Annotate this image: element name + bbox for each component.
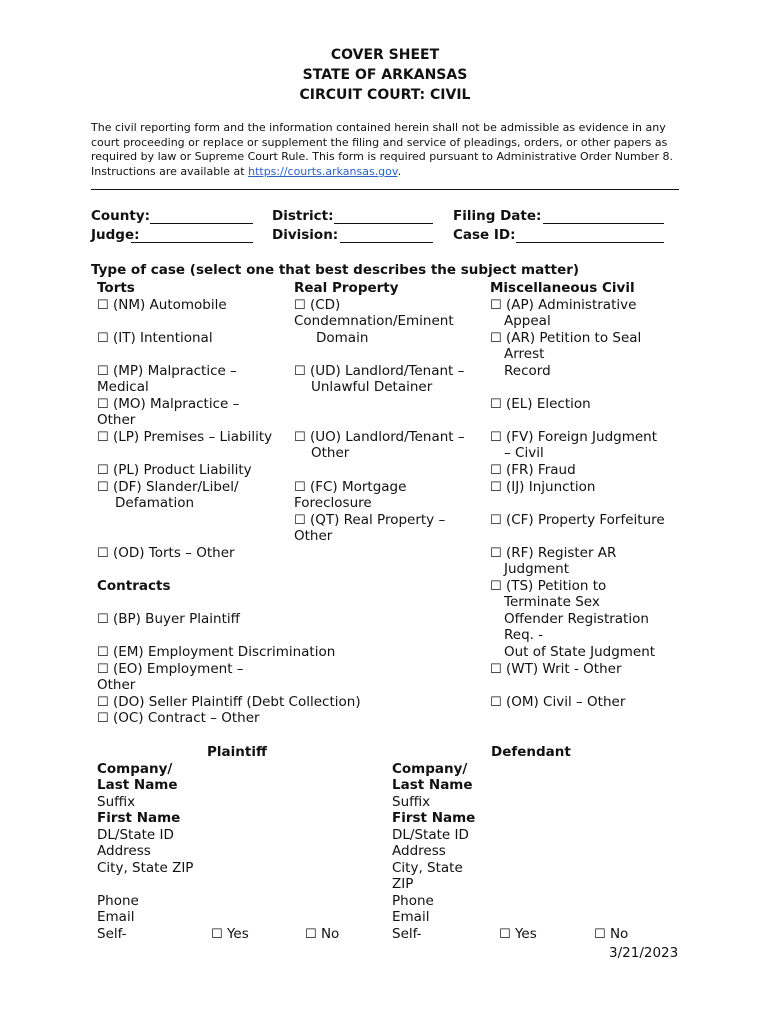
option-label: (FR) Fraud (505, 462, 576, 478)
checkbox-icon[interactable]: ☐ (97, 331, 109, 346)
defendant-company-label: Company/ (392, 761, 468, 777)
checkbox-icon[interactable]: ☐ (97, 695, 109, 710)
checkbox-icon[interactable]: ☐ (97, 397, 109, 412)
option-label: (IJ) Injunction (505, 479, 596, 495)
option-mp-cont: Medical (97, 379, 149, 395)
option-rf-cont: Judgment (504, 561, 569, 577)
option-fv-cont: – Civil (504, 445, 544, 461)
option-label: (TS) Petition to (505, 578, 607, 594)
plaintiff-address-label: Address (97, 843, 151, 859)
option-fr[interactable] (490, 462, 576, 480)
courts-link[interactable]: https://courts.arkansas.gov (248, 165, 398, 179)
checkbox-icon[interactable]: ☐ (490, 513, 502, 528)
option-label: (EL) Election (505, 396, 591, 412)
option-od[interactable] (97, 545, 235, 563)
option-lp[interactable] (97, 429, 272, 447)
option-cd[interactable] (294, 297, 340, 315)
checkbox-icon[interactable]: ☐ (490, 546, 502, 561)
defendant-dl-label: DL/State ID (392, 827, 469, 843)
option-fc-cont: Foreclosure (294, 495, 372, 511)
option-label: (MP) Malpractice – (112, 363, 237, 379)
intro-text: The civil reporting form and the information contained herein shall not be admissible as evidence in any court proceeding or replace or supplement the filing and service of pleadings, orders, or other papers as required by law or Supreme Court Rule. This form is required pursuant to Administrative Order Number 8. Instructions are available at (91, 121, 673, 179)
case-type-heading: Type of case (select one that best describes the subject matter) (91, 262, 580, 278)
option-label: (EM) Employment Discrimination (112, 644, 336, 660)
judge-field[interactable] (131, 242, 253, 243)
judge-label: Judge: (91, 227, 140, 243)
checkbox-icon[interactable]: ☐ (490, 662, 502, 677)
plaintiff-last-name-label: Last Name (97, 777, 178, 793)
option-nm[interactable] (97, 297, 227, 315)
option-fc[interactable] (294, 479, 406, 497)
torts-heading: Torts (97, 280, 135, 296)
defendant-address-label: Address (392, 843, 446, 859)
option-label: (DO) Seller Plaintiff (Debt Collection) (112, 694, 361, 710)
plaintiff-self-label: Self- (97, 926, 127, 942)
checkbox-icon[interactable]: ☐ (294, 513, 306, 528)
plaintiff-dl-label: DL/State ID (97, 827, 174, 843)
option-label: (UD) Landlord/Tenant – (309, 363, 465, 379)
checkbox-icon[interactable]: ☐ (294, 430, 306, 445)
option-cf[interactable] (490, 512, 665, 530)
checkbox-icon[interactable]: ☐ (97, 662, 109, 677)
option-label: (FV) Foreign Judgment (505, 429, 658, 445)
option-ts-cont4: Out of State Judgment (504, 644, 656, 660)
plaintiff-heading: Plaintiff (207, 744, 267, 760)
checkbox-icon[interactable]: ☐ (97, 612, 109, 627)
option-label: (CF) Property Forfeiture (505, 512, 665, 528)
option-label: (MO) Malpractice – (112, 396, 240, 412)
option-df-cont: Defamation (115, 495, 195, 511)
option-eo-cont: Other (97, 677, 136, 693)
option-wt[interactable] (490, 661, 622, 679)
option-label: (AR) Petition to Seal (505, 330, 642, 346)
option-rf[interactable] (490, 545, 616, 563)
checkbox-icon[interactable]: ☐ (490, 480, 502, 495)
option-fv[interactable] (490, 429, 657, 447)
plaintiff-email-label: Email (97, 909, 135, 925)
division-label: Division: (272, 227, 339, 243)
option-label: (NM) Automobile (112, 297, 227, 313)
checkbox-icon[interactable]: ☐ (211, 927, 223, 942)
defendant-phone-label: Phone (392, 893, 434, 909)
checkbox-icon[interactable]: ☐ (490, 331, 502, 346)
no-label: No (609, 926, 629, 942)
option-mo-cont: Other (97, 412, 136, 428)
misc-civil-heading: Miscellaneous Civil (490, 280, 635, 296)
defendant-zip-label: ZIP (392, 876, 414, 892)
option-ud-cont: Unlawful Detainer (311, 379, 433, 395)
option-qt[interactable] (294, 512, 445, 530)
district-field[interactable] (334, 223, 433, 224)
district-label: District: (272, 208, 334, 224)
title-state: STATE OF ARKANSAS (302, 67, 468, 83)
checkbox-icon[interactable]: ☐ (97, 645, 109, 660)
option-mo[interactable] (97, 396, 239, 414)
option-it[interactable] (97, 330, 213, 348)
plaintiff-first-name-label: First Name (97, 810, 181, 826)
option-oc[interactable] (97, 710, 260, 728)
option-om[interactable] (490, 694, 625, 712)
option-label: (PL) Product Liability (112, 462, 252, 478)
title-cover-sheet: COVER SHEET (330, 47, 440, 63)
option-label: (CD) (309, 297, 341, 313)
defendant-no-option[interactable] (594, 926, 628, 944)
checkbox-icon[interactable]: ☐ (97, 480, 109, 495)
checkbox-icon[interactable]: ☐ (490, 298, 502, 313)
option-el[interactable] (490, 396, 591, 414)
defendant-city-label: City, State (392, 860, 463, 876)
option-ts-cont2: Offender Registration (504, 611, 649, 627)
defendant-self-label: Self- (392, 926, 422, 942)
checkbox-icon[interactable]: ☐ (490, 579, 502, 594)
checkbox-icon[interactable]: ☐ (490, 695, 502, 710)
option-uo[interactable] (294, 429, 465, 447)
option-label: (AP) Administrative (505, 297, 637, 313)
option-ud[interactable] (294, 363, 464, 381)
checkbox-icon[interactable]: ☐ (97, 364, 109, 379)
intro-end: . (397, 165, 402, 179)
plaintiff-yes-option[interactable] (211, 926, 249, 944)
yes-label: Yes (226, 926, 249, 942)
option-label: (BP) Buyer Plaintiff (112, 611, 240, 627)
option-label: (EO) Employment – (112, 661, 244, 677)
option-label: (LP) Premises – Liability (112, 429, 273, 445)
checkbox-icon[interactable]: ☐ (294, 364, 306, 379)
checkbox-icon[interactable]: ☐ (97, 430, 109, 445)
defendant-last-name-label: Last Name (392, 777, 473, 793)
intro-paragraph (91, 121, 681, 180)
option-qt-cont: Other (294, 528, 333, 544)
contracts-heading: Contracts (97, 578, 171, 594)
option-label: (FC) Mortgage (309, 479, 407, 495)
option-do[interactable] (97, 694, 361, 712)
checkbox-icon[interactable]: ☐ (594, 927, 606, 942)
case-id-field[interactable] (516, 242, 664, 243)
option-uo-cont: Other (311, 445, 350, 461)
plaintiff-no-option[interactable] (305, 926, 339, 944)
no-label: No (320, 926, 340, 942)
checkbox-icon[interactable]: ☐ (490, 463, 502, 478)
option-ij[interactable] (490, 479, 595, 497)
option-ap-cont: Appeal (504, 313, 551, 329)
option-ts-cont3: Req. - (504, 627, 544, 643)
plaintiff-company-label: Company/ (97, 761, 173, 777)
option-label: (UO) Landlord/Tenant – (309, 429, 465, 445)
option-df[interactable] (97, 479, 239, 497)
defendant-yes-option[interactable] (499, 926, 537, 944)
option-ts[interactable] (490, 578, 606, 596)
option-ar-cont: Arrest (504, 346, 545, 362)
option-label: (OC) Contract – Other (112, 710, 260, 726)
checkbox-icon[interactable]: ☐ (97, 711, 109, 726)
option-em[interactable] (97, 644, 335, 662)
form-date: 3/21/2023 (609, 945, 679, 961)
option-label: (DF) Slander/Libel/ (112, 479, 239, 495)
option-label: (IT) Intentional (112, 330, 213, 346)
plaintiff-city-label: City, State ZIP (97, 860, 194, 876)
defendant-email-label: Email (392, 909, 430, 925)
plaintiff-phone-label: Phone (97, 893, 139, 909)
checkbox-icon[interactable]: ☐ (490, 430, 502, 445)
divider (91, 189, 679, 190)
option-label: (WT) Writ - Other (505, 661, 622, 677)
option-ar[interactable] (490, 330, 641, 348)
county-label: County: (91, 208, 151, 224)
plaintiff-suffix-label: Suffix (97, 794, 136, 810)
title-court: CIRCUIT COURT: CIVIL (299, 87, 471, 103)
defendant-heading: Defendant (491, 744, 571, 760)
option-bp[interactable] (97, 611, 240, 629)
option-label: (QT) Real Property – (309, 512, 446, 528)
option-ap[interactable] (490, 297, 636, 315)
case-id-label: Case ID: (453, 227, 516, 243)
checkbox-icon[interactable]: ☐ (305, 927, 317, 942)
division-field[interactable] (340, 242, 433, 243)
checkbox-icon[interactable]: ☐ (490, 397, 502, 412)
option-label: (OM) Civil – Other (505, 694, 626, 710)
checkbox-icon[interactable]: ☐ (97, 298, 109, 313)
filing-date-field[interactable] (543, 223, 664, 224)
option-cd-cont2: Domain (316, 330, 369, 346)
option-ar-cont2: Record (504, 363, 551, 379)
checkbox-icon[interactable]: ☐ (97, 546, 109, 561)
county-field[interactable] (150, 223, 253, 224)
checkbox-icon[interactable]: ☐ (499, 927, 511, 942)
defendant-suffix-label: Suffix (392, 794, 431, 810)
option-label: (RF) Register AR (505, 545, 617, 561)
checkbox-icon[interactable]: ☐ (294, 480, 306, 495)
option-eo[interactable] (97, 661, 244, 679)
option-pl[interactable] (97, 462, 252, 480)
option-ts-cont: Terminate Sex (504, 594, 600, 610)
defendant-first-name-label: First Name (392, 810, 476, 826)
checkbox-icon[interactable]: ☐ (97, 463, 109, 478)
filing-date-label: Filing Date: (453, 208, 542, 224)
option-label: (OD) Torts – Other (112, 545, 235, 561)
option-cd-cont: Condemnation/Eminent (294, 313, 454, 329)
real-property-heading: Real Property (294, 280, 399, 296)
yes-label: Yes (514, 926, 537, 942)
checkbox-icon[interactable]: ☐ (294, 298, 306, 313)
option-mp[interactable] (97, 363, 237, 381)
